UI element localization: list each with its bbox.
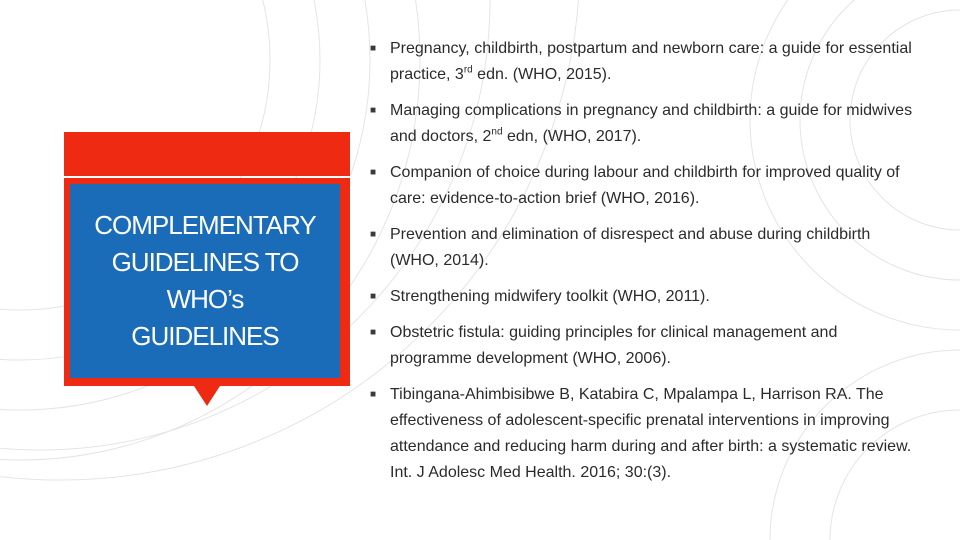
- reference-item: [370, 382, 915, 486]
- square-bullet-icon: ■: [370, 327, 377, 338]
- reference-item: [370, 160, 915, 212]
- reference-item: [370, 36, 915, 88]
- reference-item: [370, 98, 915, 150]
- square-bullet-icon: ■: [370, 167, 377, 178]
- title-line-1: COMPLEMENTARY: [94, 210, 316, 240]
- reference-item: [370, 320, 915, 372]
- accent-red-bar: [64, 132, 350, 176]
- title-card: [64, 178, 350, 386]
- title-line-3: WHO’s: [166, 284, 244, 314]
- reference-item: [370, 284, 915, 310]
- reference-text: Pregnancy, childbirth, postpartum and newborn care: a guide for essential practice, 3rd edn. (WHO, 2015).: [390, 40, 912, 83]
- title-pointer-triangle: [194, 386, 220, 406]
- reference-text: Companion of choice during labour and childbirth for improved quality of care: evidence-to-action brief (WHO, 2016).: [390, 164, 900, 207]
- square-bullet-icon: ■: [370, 105, 377, 116]
- square-bullet-icon: ■: [370, 389, 377, 400]
- square-bullet-icon: ■: [370, 291, 377, 302]
- reference-text: Strengthening midwifery toolkit (WHO, 2011).: [390, 288, 710, 305]
- slide-title: [88, 207, 322, 355]
- square-bullet-icon: ■: [370, 229, 377, 240]
- reference-text: Tibingana-Ahimbisibwe B, Katabira C, Mpalampa L, Harrison RA. The effectiveness of adolescent-specific prenatal interventions in improving attendance and reducing harm during and after birth: a systematic review. Int. J Adolesc Med Health. 2016; 30:(3).: [390, 386, 912, 481]
- reference-text: Obstetric fistula: guiding principles for clinical management and programme development (WHO, 2006).: [390, 324, 838, 367]
- reference-text: Prevention and elimination of disrespect and abuse during childbirth (WHO, 2014).: [390, 226, 871, 269]
- reference-item: [370, 222, 915, 274]
- title-line-4: GUIDELINES: [131, 321, 279, 351]
- title-box: [70, 184, 340, 378]
- title-line-2: GUIDELINES TO: [111, 247, 299, 277]
- reference-list: [370, 36, 915, 486]
- square-bullet-icon: ■: [370, 43, 377, 54]
- reference-text: Managing complications in pregnancy and childbirth: a guide for midwives and doctors, 2nd edn, (WHO, 2017).: [390, 102, 913, 145]
